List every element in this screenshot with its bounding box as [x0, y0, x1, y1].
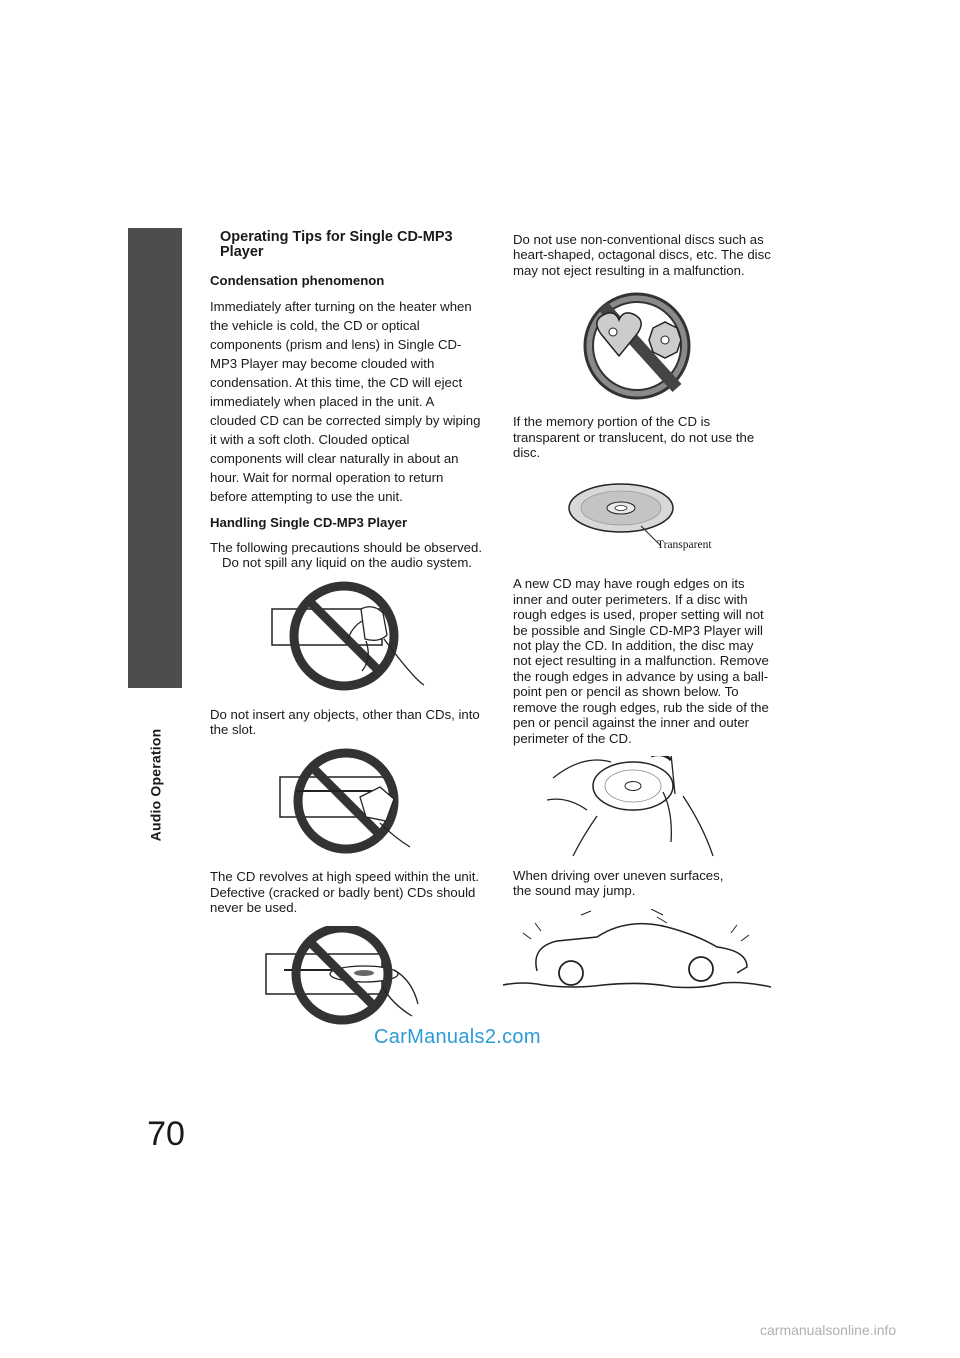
watermark-carmanuals: CarManuals2.com	[374, 1026, 541, 1048]
illustration-remove-rough-edges	[543, 756, 775, 858]
prohibited-object-icon	[276, 747, 426, 855]
page-number: 70	[147, 1115, 185, 1153]
precaution-rough-edges: A new CD may have rough edges on its inner and outer perimeters. If a disc with rough edges is used, proper setting will not be possible and Single CD-MP3 Player will not play the CD. In addition, the disc may not eject resulting in a malfunction. Remove the rough edges in advance by using a ball-point pen or pencil as shown below. To remove the rough edges, rub the side of the pen or pencil against the inner and outer perimeter of the CD.	[513, 576, 769, 746]
pen-rubbing-disc-icon	[543, 756, 743, 858]
section-heading: Operating Tips for Single CD-MP3 Player	[220, 229, 453, 260]
illustration-no-objects	[276, 747, 482, 855]
illustration-odd-discs	[573, 288, 775, 404]
left-column	[210, 230, 482, 1036]
paragraph-condensation: Immediately after turning on the heater when the vehicle is cold, the CD or optical components (prism and lens) in Single CD-MP3 Player may become clouded with condensation. At this time, the CD will eject immediately when placed in the unit. A clouded CD can be corrected simply by wiping it with a soft cloth. Clouded optical components will clear naturally in about an hour. Wait for normal operation to return before attempting to use the unit.	[210, 299, 481, 505]
footer-watermark: carmanualsonline.info	[760, 1322, 897, 1338]
section-tab	[128, 228, 182, 688]
illustration-no-liquid	[266, 581, 482, 691]
subheading-handling: Handling Single CD-MP3 Player	[210, 515, 408, 531]
prohibited-liquid-icon	[266, 581, 446, 691]
illustration-no-defective	[264, 926, 482, 1026]
transparent-disc-icon	[565, 470, 745, 566]
car-on-rough-road-icon	[501, 909, 773, 997]
precaution-nonconventional: Do not use non-conventional discs such as heart-shaped, octagonal discs, etc. The disc may not eject resulting in a malfunction.	[513, 232, 771, 278]
precaution-transparent: If the memory portion of the CD is transparent or translucent, do not use the disc.	[513, 414, 755, 461]
precaution-uneven-surfaces: When driving over uneven surfaces, the sound may jump.	[513, 867, 724, 899]
illustration-transparent-disc	[565, 470, 775, 566]
illustration-car-bumps	[501, 909, 775, 997]
subheading-condensation: Condensation phenomenon	[210, 273, 385, 288]
prohibited-defective-cd-icon	[264, 926, 444, 1026]
prohibited-odd-disc-icon	[573, 288, 703, 404]
transparent-caption: Transparent	[657, 539, 712, 552]
precaution-liquid: Do not spill any liquid on the audio system.	[222, 555, 472, 571]
paragraph-precautions: The following precautions should be observed.	[210, 539, 482, 555]
precaution-defective-cd: The CD revolves at high speed within the unit. Defective (cracked or badly bent) CDs should never be used.	[210, 869, 480, 916]
right-column	[513, 232, 775, 1007]
section-label: Audio Operation	[147, 728, 164, 842]
precaution-objects: Do not insert any objects, other than CDs, into the slot.	[210, 706, 480, 738]
